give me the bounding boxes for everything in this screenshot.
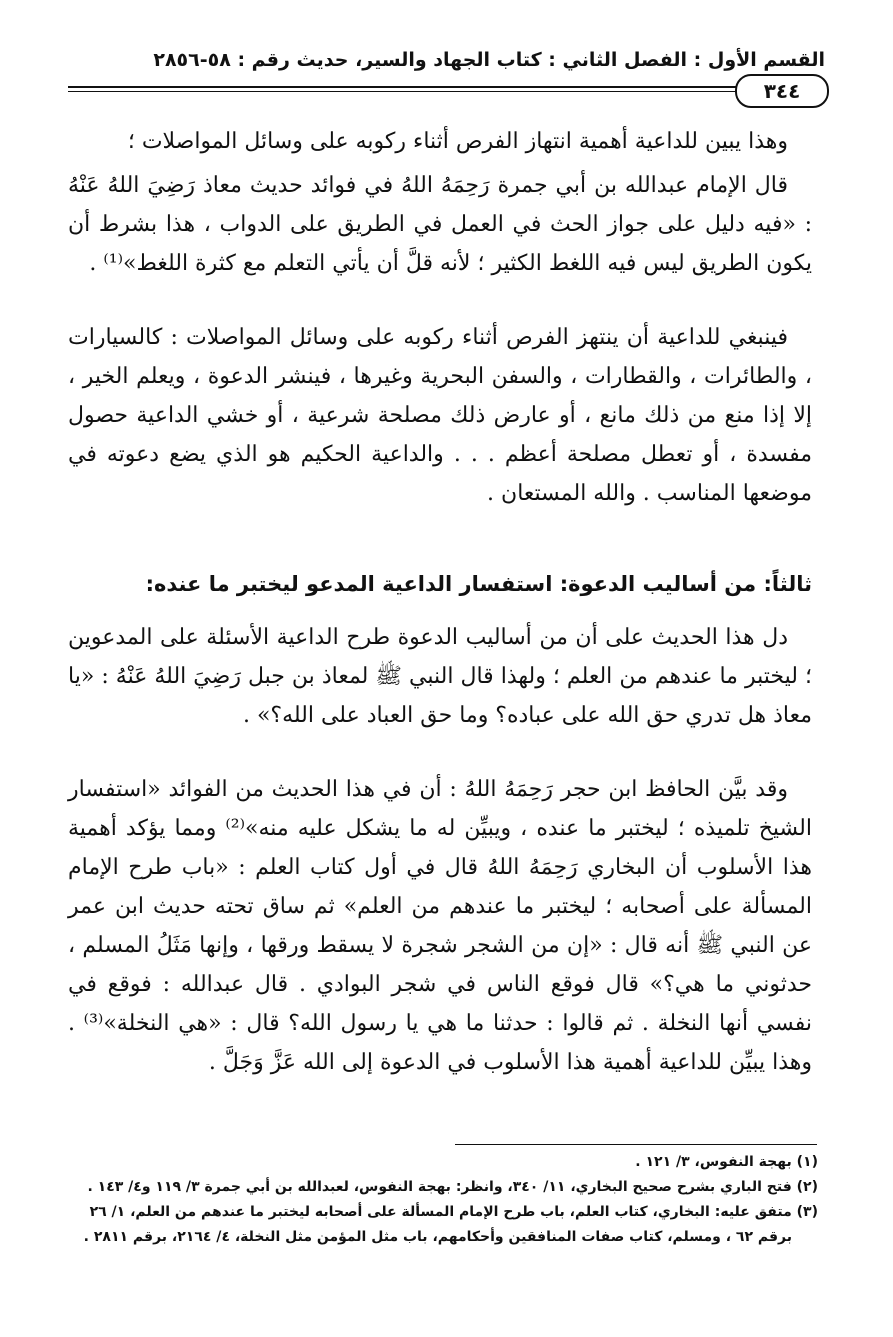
paragraph-3: [68, 318, 812, 513]
header-rule-thin: [68, 91, 738, 92]
paragraph-3-text: فينبغي للداعية أن ينتهز الفرص أثناء ركوبه على وسائل المواصلات : كالسيارات ، والطائرات ، والقطارات ، والسفن البحرية وغيرها ، فينشر الدعوة ، ويعلم الخير ، إلا إذا منع من ذلك مانع ، أو عارض ذلك مصلحة شرعية ، أو خشي الداعية حصول مفسدة ، أو تعطل مصلحة أعظم . . . والداعية الحكيم هو الذي يضع دعوته في موضعها المناسب . والله المستعان .: [68, 325, 812, 506]
footnote-3: (٣) متفق عليه: البخاري، كتاب العلم، باب طرح الإمام المسألة على أصحابه ليختبر ما عندهم من العلم، ١/ ٢٦: [89, 1204, 818, 1220]
paragraph-5: [68, 770, 812, 1082]
paragraph-2-text: قال الإمام عبدالله بن أبي جمرة رَحِمَهُ اللهُ في فوائد حديث معاذ رَضِيَ اللهُ عَنْهُ : «فيه دليل على جواز الحث في العمل في الطريق على الدواب ، هذا بشرط أن يكون الطريق ليس فيه اللغط الكثير ؛ لأنه قلَّ أن يأتي التعلم مع كثرة اللغط»⁽¹⁾ .: [68, 173, 812, 276]
paragraph-5-text: وقد بيَّن الحافظ ابن حجر رَحِمَهُ اللهُ : أن في هذا الحديث من الفوائد «استفسار الشيخ تلميذه ؛ ليختبر ما عنده ، ويبيِّن له ما يشكل عليه منه»⁽²⁾ ومما يؤكد أهمية هذا الأسلوب أن البخاري رَحِمَهُ اللهُ قال في أول كتاب العلم : «باب طرح الإمام المسألة على أصحابه ؛ ليختبر ما عندهم من العلم» ثم ساق تحته حديث ابن عمر عن النبي ﷺ أنه قال : «إن من الشجر شجرة لا يسقط ورقها ، وإنها مَثَلُ المسلم ، حدثوني ما هي؟» قال فوقع الناس في شجر البوادي . قال عبدالله : فوقع في نفسي أنها النخلة . ثم قالوا : حدثنا ما هي يا رسول الله؟ قال : «هي النخلة»⁽³⁾ . وهذا يبيِّن للداعية أهمية هذا الأسلوب في الدعوة إلى الله عَزَّ وَجَلَّ .: [68, 777, 812, 1075]
footnote-2: (٢) فتح الباري بشرح صحيح البخاري، ١١/ ٣٤٠، وانظر: بهجة النفوس، لعبدالله بن أبي جمرة ٣/ ١١٩ و٤/ ١٤٣ .: [87, 1179, 818, 1195]
paragraph-1-text: وهذا يبين للداعية أهمية انتهاز الفرص أثناء ركوبه على وسائل المواصلات ؛: [127, 129, 788, 154]
paragraph-4: [68, 618, 812, 735]
page-number: ٣٤٤: [735, 74, 829, 108]
running-header: القسم الأول : الفصل الثاني : كتاب الجهاد والسير، حديث رقم : ٥٨-٢٨٥٦: [153, 49, 825, 71]
footnote-3-continuation: برقم ٦٢ ، ومسلم، كتاب صفات المنافقين وأحكامهم، باب مثل المؤمن مثل النخلة، ٤/ ٢١٦٤، برقم ٢٨١١ .: [83, 1229, 792, 1245]
paragraph-2: [68, 166, 812, 283]
footnotes: [68, 1150, 818, 1250]
footnote-1: (١) بهجة النفوس، ٣/ ١٢١ .: [635, 1154, 818, 1170]
paragraph-1: [68, 122, 812, 161]
header-rule-thick: [68, 86, 738, 88]
section-heading: ثالثاً: من أساليب الدعوة: استفسار الداعية المدعو ليختبر ما عنده:: [145, 572, 812, 596]
paragraph-4-text: دل هذا الحديث على أن من أساليب الدعوة طرح الداعية الأسئلة على المدعوين ؛ ليختبر ما عندهم من العلم ؛ ولهذا قال النبي ﷺ لمعاذ بن جبل رَضِيَ اللهُ عَنْهُ : «يا معاذ هل تدري حق الله على عباده؟ وما حق العباد على الله؟» .: [68, 625, 813, 728]
footnote-separator: [455, 1144, 817, 1145]
